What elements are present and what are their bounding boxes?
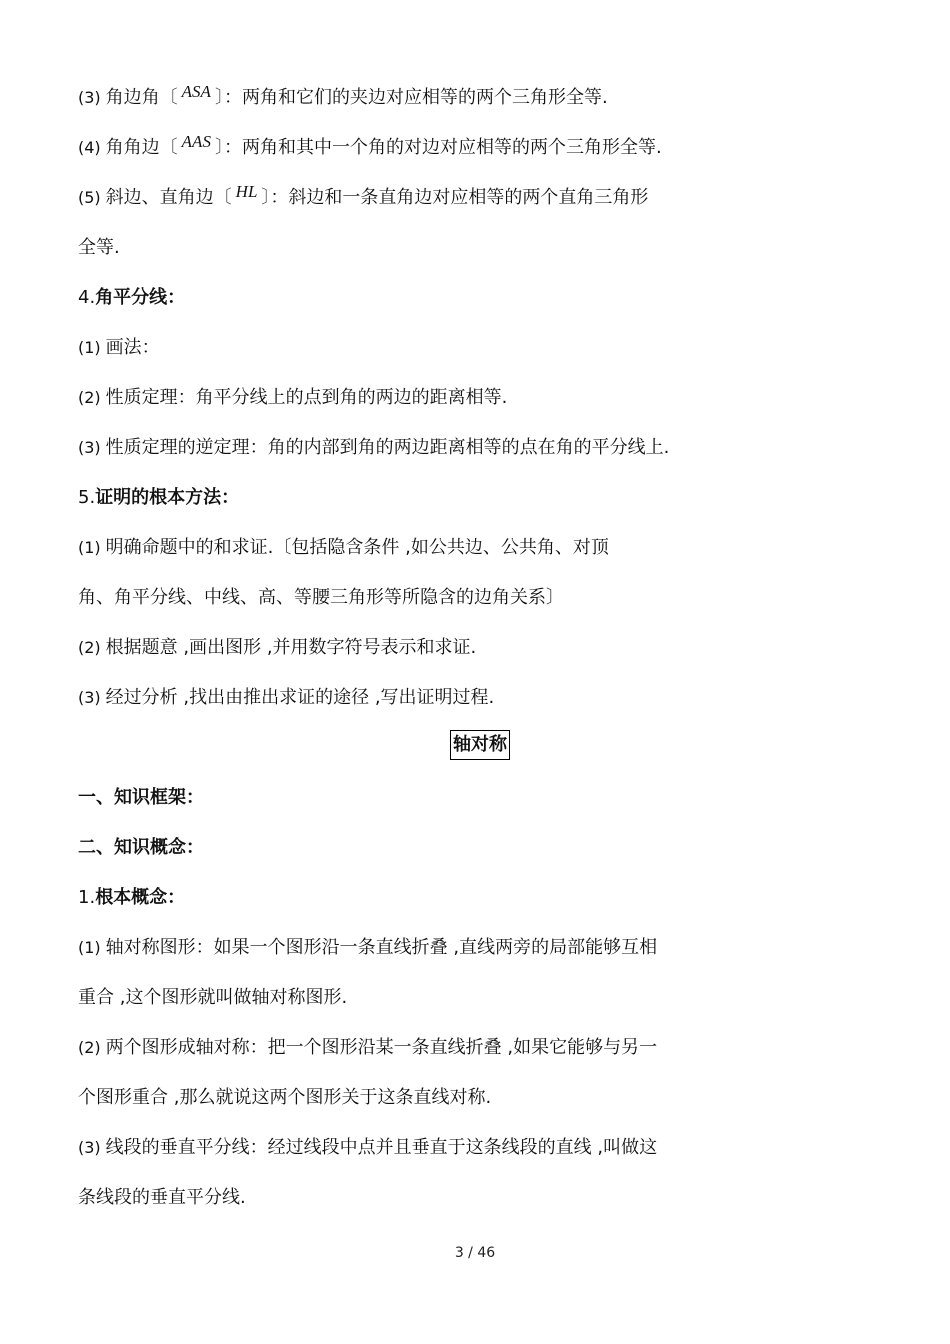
list-item: (2) 两个图形成轴对称：把一个图形沿某一条直线折叠 ,如果它能够与另一 [78,1037,658,1058]
congruence-aas-line: (4) 角角边〔 AAS 〕：两角和其中一个角的对边对应相等的两个三角形全等. [78,132,662,158]
list-item: (1) 明确命题中的和求证.〔包括隐含条件 ,如公共边、公共角、对顶 [78,537,609,558]
heading-knowledge-concepts: 二、知识概念： [78,837,204,858]
page-number: 3 / 46 [454,1245,496,1261]
list-item: (3) 性质定理的逆定理：角的内部到角的两边距离相等的点在角的平分线上. [78,437,670,458]
list-item: (1) 轴对称图形：如果一个图形沿一条直线折叠 ,直线两旁的局部能够互相 [78,937,658,958]
section-title-axial-symmetry: 轴对称 [450,730,510,760]
paragraph-line: 重合 ,这个图形就叫做轴对称图形. [78,987,348,1008]
paragraph-line: 个图形重合 ,那么就说这两个图形关于这条直线对称. [78,1087,492,1108]
paragraph-line: 全等. [78,237,120,258]
math-aas: AAS [181,132,211,151]
list-item: (3) 经过分析 ,找出由推出求证的途径 ,写出证明过程. [78,687,495,708]
section-heading-angle-bisector: 4.角平分线： [78,287,186,308]
list-item: (2) 性质定理：角平分线上的点到角的两边的距离相等. [78,387,508,408]
list-item: (1) 画法： [78,337,160,358]
math-asa: ASA [181,82,211,101]
section-heading-proof-methods: 5.证明的根本方法： [78,487,240,508]
paragraph-line: 角、角平分线、中线、高、等腰三角形等所隐含的边角关系〕 [78,587,564,608]
congruence-asa-line: (3) 角边角〔 ASA 〕：两角和它们的夹边对应相等的两个三角形全等. [78,82,608,108]
math-hl: HL [235,182,258,201]
heading-knowledge-framework: 一、知识框架： [78,787,204,808]
list-item: (2) 根据题意 ,画出图形 ,并用数字符号表示和求证. [78,637,477,658]
section-heading-basic-concepts: 1.根本概念： [78,887,186,908]
congruence-hl-line: (5) 斜边、直角边〔 HL 〕：斜边和一条直角边对应相等的两个直角三角形 [78,182,649,208]
paragraph-line: 条线段的垂直平分线. [78,1187,246,1208]
list-item: (3) 线段的垂直平分线：经过线段中点并且垂直于这条线段的直线 ,叫做这 [78,1137,658,1158]
